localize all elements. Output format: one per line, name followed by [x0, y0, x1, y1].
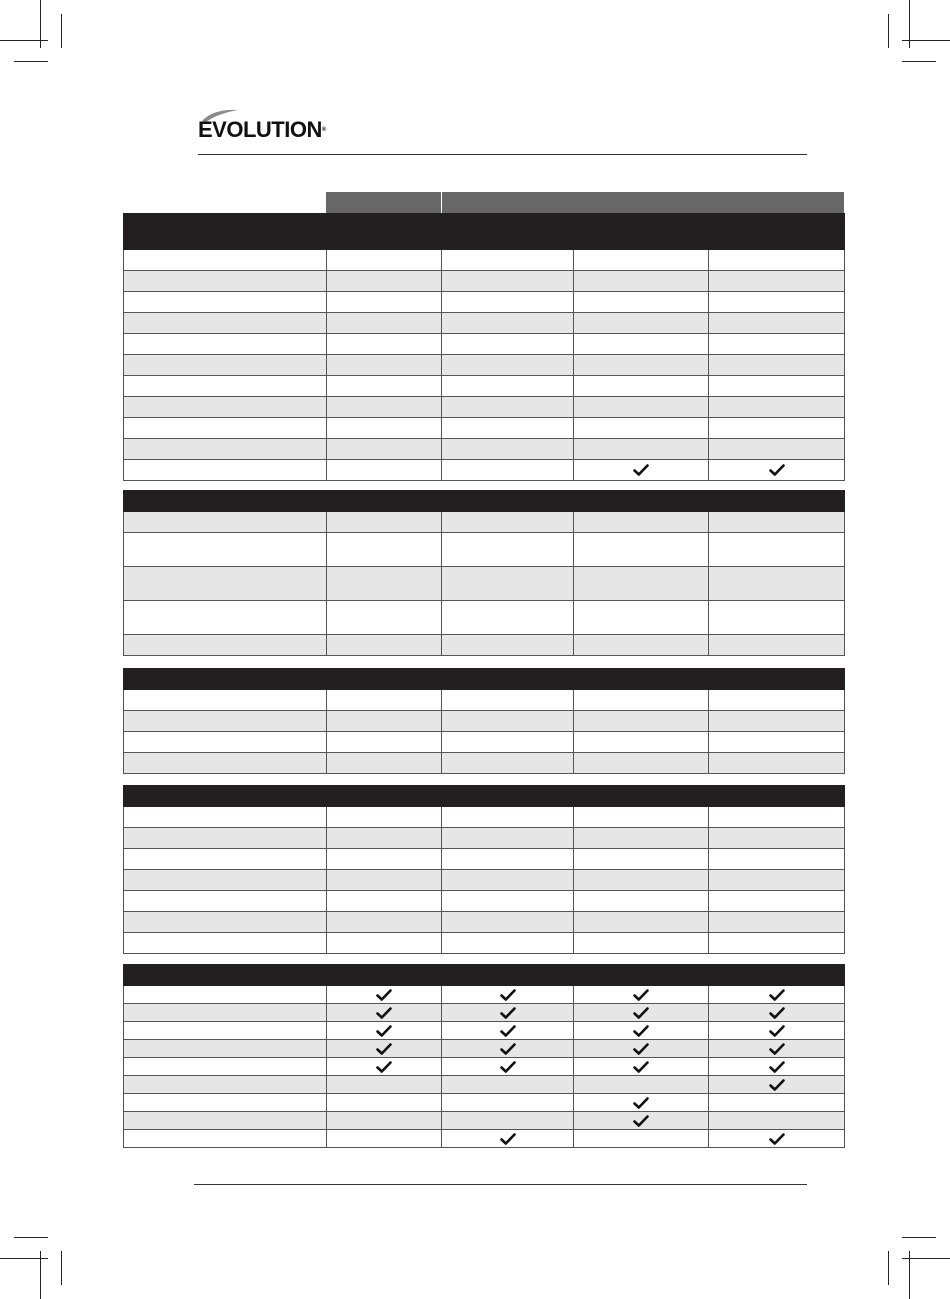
check-mark-icon — [500, 989, 516, 1001]
table-row — [124, 533, 845, 567]
value-cell — [709, 1004, 845, 1022]
crop-mark — [902, 1258, 950, 1259]
check-mark-icon — [769, 1079, 785, 1091]
value-cell — [442, 912, 574, 933]
crop-mark — [902, 40, 950, 41]
value-cell — [442, 891, 574, 912]
header-rule — [198, 154, 807, 155]
value-cell — [574, 849, 709, 870]
value-cell — [327, 635, 442, 656]
check-mark-icon — [769, 1043, 785, 1055]
row-label-cell — [124, 567, 327, 601]
row-label-cell — [124, 1040, 327, 1058]
spec-section-5 — [123, 964, 845, 1148]
crop-mark — [888, 1251, 889, 1285]
check-mark-icon — [376, 1061, 392, 1073]
row-label-cell — [124, 397, 327, 418]
brand-wordmark — [198, 119, 326, 141]
value-cell — [709, 397, 845, 418]
value-cell — [442, 870, 574, 891]
value-cell — [442, 635, 574, 656]
value-cell — [327, 912, 442, 933]
row-label-cell — [124, 849, 327, 870]
value-cell — [709, 418, 845, 439]
value-cell — [574, 711, 709, 732]
table-row — [124, 313, 845, 334]
value-cell — [574, 439, 709, 460]
value-cell — [574, 418, 709, 439]
value-cell — [327, 1058, 442, 1076]
row-label-cell — [124, 250, 327, 271]
value-cell — [709, 313, 845, 334]
table-row — [124, 891, 845, 912]
row-label-cell — [124, 933, 327, 954]
value-cell — [442, 533, 574, 567]
value-cell — [709, 933, 845, 954]
value-cell — [442, 1076, 574, 1094]
value-cell — [709, 355, 845, 376]
value-cell — [574, 912, 709, 933]
section-header — [124, 669, 845, 690]
table-row — [124, 376, 845, 397]
value-cell — [327, 601, 442, 635]
crop-mark — [902, 1237, 936, 1238]
value-cell — [327, 533, 442, 567]
row-label-cell — [124, 334, 327, 355]
value-cell — [442, 1058, 574, 1076]
table-row — [124, 1094, 845, 1112]
table-row — [124, 933, 845, 954]
brand-name: EVOLUTION — [198, 117, 322, 142]
value-cell — [442, 1094, 574, 1112]
value-cell — [442, 601, 574, 635]
value-cell — [327, 807, 442, 828]
check-mark-icon — [633, 1061, 649, 1073]
spec-section-1 — [123, 213, 845, 481]
value-cell — [327, 1076, 442, 1094]
check-mark-icon — [376, 1025, 392, 1037]
row-label-cell — [124, 601, 327, 635]
row-label-cell — [124, 753, 327, 774]
row-label-cell — [124, 711, 327, 732]
check-mark-icon — [633, 464, 649, 476]
table-row — [124, 870, 845, 891]
row-label-cell — [124, 1004, 327, 1022]
value-cell — [327, 711, 442, 732]
section-header-cell — [124, 491, 845, 512]
row-label-cell — [124, 807, 327, 828]
value-cell — [709, 1076, 845, 1094]
table-row — [124, 397, 845, 418]
value-cell — [327, 512, 442, 533]
check-mark-icon — [769, 1025, 785, 1037]
row-label-cell — [124, 1094, 327, 1112]
value-cell — [574, 271, 709, 292]
row-label-cell — [124, 690, 327, 711]
value-cell — [709, 271, 845, 292]
row-label-cell — [124, 986, 327, 1004]
row-label-cell — [124, 1058, 327, 1076]
table-row — [124, 567, 845, 601]
table-row — [124, 912, 845, 933]
value-cell — [574, 334, 709, 355]
value-cell — [327, 690, 442, 711]
value-cell — [327, 355, 442, 376]
check-mark-icon — [500, 1025, 516, 1037]
value-cell — [709, 376, 845, 397]
value-cell — [327, 1130, 442, 1148]
section-header — [124, 965, 845, 986]
value-cell — [574, 891, 709, 912]
row-label-cell — [124, 870, 327, 891]
value-cell — [709, 1022, 845, 1040]
value-cell — [442, 418, 574, 439]
crop-mark — [14, 61, 48, 62]
value-cell — [327, 891, 442, 912]
column-header-group — [442, 192, 844, 213]
check-mark-icon — [769, 1133, 785, 1145]
value-cell — [442, 690, 574, 711]
value-cell — [327, 418, 442, 439]
value-cell — [709, 1112, 845, 1130]
check-mark-icon — [376, 1043, 392, 1055]
value-cell — [442, 460, 574, 481]
value-cell — [709, 1094, 845, 1112]
value-cell — [327, 828, 442, 849]
value-cell — [574, 1004, 709, 1022]
table-row — [124, 292, 845, 313]
spec-section-4 — [123, 785, 845, 954]
table-row — [124, 1040, 845, 1058]
table-row — [124, 460, 845, 481]
value-cell — [442, 334, 574, 355]
value-cell — [327, 439, 442, 460]
check-mark-icon — [500, 1007, 516, 1019]
value-cell — [327, 1004, 442, 1022]
value-cell — [574, 635, 709, 656]
row-label-cell — [124, 1022, 327, 1040]
spec-section-2 — [123, 490, 845, 656]
value-cell — [442, 439, 574, 460]
table-row — [124, 1130, 845, 1148]
value-cell — [709, 635, 845, 656]
value-cell — [709, 870, 845, 891]
check-mark-icon — [633, 1007, 649, 1019]
row-label-cell — [124, 376, 327, 397]
row-label-cell — [124, 355, 327, 376]
crop-mark — [0, 40, 48, 41]
table-row — [124, 986, 845, 1004]
value-cell — [574, 807, 709, 828]
row-label-cell — [124, 460, 327, 481]
value-cell — [574, 460, 709, 481]
value-cell — [709, 849, 845, 870]
table-row — [124, 1022, 845, 1040]
table-row — [124, 1112, 845, 1130]
value-cell — [709, 250, 845, 271]
row-label-cell — [124, 313, 327, 334]
value-cell — [442, 397, 574, 418]
value-cell — [327, 1040, 442, 1058]
value-cell — [442, 828, 574, 849]
value-cell — [709, 567, 845, 601]
value-cell — [709, 1058, 845, 1076]
value-cell — [442, 1004, 574, 1022]
value-cell — [442, 711, 574, 732]
check-mark-icon — [769, 1007, 785, 1019]
value-cell — [574, 753, 709, 774]
value-cell — [709, 601, 845, 635]
row-label-cell — [124, 292, 327, 313]
value-cell — [709, 753, 845, 774]
value-cell — [709, 533, 845, 567]
check-mark-icon — [633, 1043, 649, 1055]
value-cell — [709, 1130, 845, 1148]
value-cell — [574, 533, 709, 567]
value-cell — [574, 732, 709, 753]
check-mark-icon — [500, 1043, 516, 1055]
value-cell — [574, 933, 709, 954]
table-row — [124, 250, 845, 271]
value-cell — [442, 986, 574, 1004]
value-cell — [574, 292, 709, 313]
brand-trademark: ® — [321, 127, 326, 133]
check-mark-icon — [376, 989, 392, 1001]
check-mark-icon — [769, 1061, 785, 1073]
value-cell — [327, 250, 442, 271]
value-cell — [442, 250, 574, 271]
table-row — [124, 512, 845, 533]
check-mark-icon — [376, 1007, 392, 1019]
value-cell — [574, 1112, 709, 1130]
section-header-cell — [124, 669, 845, 690]
value-cell — [709, 1040, 845, 1058]
value-cell — [327, 313, 442, 334]
column-header-single — [326, 192, 441, 213]
section-header-cell — [124, 786, 845, 807]
row-label-cell — [124, 828, 327, 849]
section-header — [124, 491, 845, 512]
crop-mark — [888, 14, 889, 48]
value-cell — [442, 1112, 574, 1130]
table-row — [124, 418, 845, 439]
value-cell — [709, 512, 845, 533]
row-label-cell — [124, 439, 327, 460]
value-cell — [709, 690, 845, 711]
table-row — [124, 1076, 845, 1094]
value-cell — [327, 1022, 442, 1040]
brand-logo — [198, 108, 340, 142]
crop-mark — [14, 1237, 48, 1238]
check-mark-icon — [633, 989, 649, 1001]
value-cell — [442, 849, 574, 870]
value-cell — [442, 807, 574, 828]
check-mark-icon — [633, 1097, 649, 1109]
footer-rule — [194, 1184, 807, 1185]
crop-mark — [61, 1251, 62, 1285]
value-cell — [327, 376, 442, 397]
check-mark-icon — [633, 1025, 649, 1037]
value-cell — [442, 376, 574, 397]
value-cell — [327, 567, 442, 601]
crop-mark — [0, 1258, 48, 1259]
value-cell — [327, 1094, 442, 1112]
value-cell — [442, 271, 574, 292]
value-cell — [442, 512, 574, 533]
value-cell — [327, 1112, 442, 1130]
value-cell — [327, 933, 442, 954]
value-cell — [574, 1130, 709, 1148]
check-mark-icon — [500, 1133, 516, 1145]
table-row — [124, 439, 845, 460]
value-cell — [327, 460, 442, 481]
value-cell — [574, 250, 709, 271]
value-cell — [574, 1094, 709, 1112]
row-label-cell — [124, 635, 327, 656]
value-cell — [574, 313, 709, 334]
value-cell — [709, 891, 845, 912]
value-cell — [574, 397, 709, 418]
value-cell — [574, 1058, 709, 1076]
row-label-cell — [124, 271, 327, 292]
value-cell — [574, 1022, 709, 1040]
table-row — [124, 732, 845, 753]
value-cell — [709, 807, 845, 828]
value-cell — [574, 512, 709, 533]
value-cell — [709, 912, 845, 933]
row-label-cell — [124, 512, 327, 533]
value-cell — [709, 460, 845, 481]
table-row — [124, 690, 845, 711]
value-cell — [709, 986, 845, 1004]
value-cell — [442, 355, 574, 376]
value-cell — [574, 690, 709, 711]
table-row — [124, 828, 845, 849]
value-cell — [327, 397, 442, 418]
value-cell — [574, 870, 709, 891]
check-mark-icon — [769, 989, 785, 1001]
value-cell — [442, 292, 574, 313]
table-row — [124, 711, 845, 732]
table-row — [124, 1004, 845, 1022]
value-cell — [574, 567, 709, 601]
spec-section-3 — [123, 668, 845, 774]
row-label-cell — [124, 912, 327, 933]
row-label-cell — [124, 1130, 327, 1148]
value-cell — [442, 753, 574, 774]
row-label-cell — [124, 533, 327, 567]
row-label-cell — [124, 1076, 327, 1094]
section-header — [124, 786, 845, 807]
table-row — [124, 601, 845, 635]
value-cell — [574, 828, 709, 849]
value-cell — [442, 313, 574, 334]
value-cell — [442, 1022, 574, 1040]
table-row — [124, 355, 845, 376]
value-cell — [442, 567, 574, 601]
value-cell — [442, 933, 574, 954]
table-row — [124, 635, 845, 656]
value-cell — [442, 1040, 574, 1058]
check-mark-icon — [500, 1061, 516, 1073]
row-label-cell — [124, 1112, 327, 1130]
row-label-cell — [124, 418, 327, 439]
value-cell — [327, 334, 442, 355]
table-row — [124, 849, 845, 870]
value-cell — [574, 986, 709, 1004]
row-label-cell — [124, 891, 327, 912]
value-cell — [574, 376, 709, 397]
value-cell — [327, 271, 442, 292]
value-cell — [574, 601, 709, 635]
section-header — [124, 214, 845, 250]
check-mark-icon — [769, 464, 785, 476]
value-cell — [574, 1040, 709, 1058]
value-cell — [709, 334, 845, 355]
row-label-cell — [124, 732, 327, 753]
value-cell — [327, 986, 442, 1004]
value-cell — [574, 1076, 709, 1094]
value-cell — [327, 753, 442, 774]
table-row — [124, 807, 845, 828]
value-cell — [709, 828, 845, 849]
section-header-cell — [124, 214, 845, 250]
value-cell — [709, 439, 845, 460]
crop-mark — [902, 61, 936, 62]
value-cell — [709, 711, 845, 732]
value-cell — [327, 870, 442, 891]
value-cell — [327, 292, 442, 313]
crop-mark — [61, 14, 62, 48]
value-cell — [442, 1130, 574, 1148]
value-cell — [442, 732, 574, 753]
table-row — [124, 1058, 845, 1076]
value-cell — [327, 732, 442, 753]
value-cell — [327, 849, 442, 870]
value-cell — [574, 355, 709, 376]
check-mark-icon — [633, 1115, 649, 1127]
table-row — [124, 334, 845, 355]
value-cell — [709, 292, 845, 313]
value-cell — [709, 732, 845, 753]
table-row — [124, 271, 845, 292]
section-header-cell — [124, 965, 845, 986]
table-row — [124, 753, 845, 774]
